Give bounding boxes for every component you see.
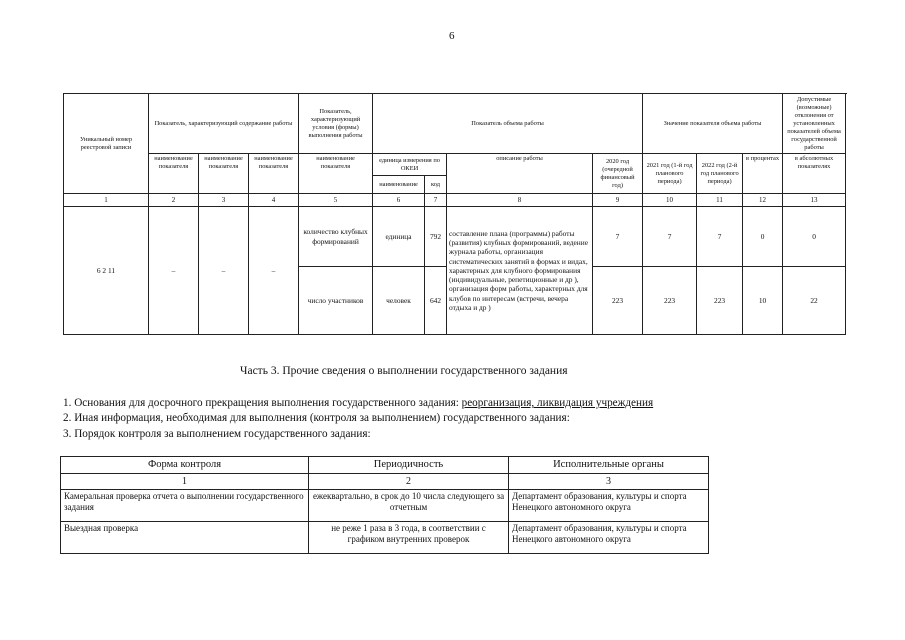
header-unit-okei: единица измерения по ОКЕИ bbox=[373, 154, 447, 176]
control-executive-body: Департамент образования, культуры и спорта Ненецкого автономного округа bbox=[509, 521, 709, 553]
part3-item3: 3. Порядок контроля за выполнением государственного задания: bbox=[63, 428, 371, 440]
column-number: 7 bbox=[425, 194, 447, 207]
unit-name: единица bbox=[373, 207, 425, 267]
header-in-percent: в процентах bbox=[743, 154, 783, 194]
work-description: составление плана (программы) работы (развития) клубных формирований, ведение журнала работы, организация систематических занятий в формах и видах, характерных для клубного формирования (индивидуальные, репетиционные и др ), организация форм работы, характерных для клубов по интересам (встречи, вечера отдыха и др ) bbox=[447, 207, 593, 335]
table-row bbox=[61, 489, 709, 521]
table-row bbox=[64, 207, 846, 267]
control-periodicity: не реже 1 раза в 3 года, в соответствии с графиком внутренних проверок bbox=[309, 521, 509, 553]
dash-cell: – bbox=[149, 207, 199, 335]
indicator-name: число участников bbox=[299, 267, 373, 335]
header-volume-indicator: Показатель объема работы bbox=[373, 94, 643, 154]
header-year-2022: 2022 год (2-й год планового периода) bbox=[697, 154, 743, 194]
header-unit-code: код bbox=[425, 176, 447, 194]
header-work-description: описание работы bbox=[447, 154, 593, 194]
registry-number-value: 6 2 11 bbox=[64, 207, 149, 335]
column-number: 2 bbox=[309, 473, 509, 489]
control-form: Выездная проверка bbox=[61, 521, 309, 553]
column-number: 10 bbox=[643, 194, 697, 207]
column-number: 2 bbox=[149, 194, 199, 207]
work-volume-table bbox=[63, 93, 846, 335]
column-number: 3 bbox=[199, 194, 249, 207]
deviation-absolute: 0 bbox=[783, 207, 846, 267]
deviation-percent: 10 bbox=[743, 267, 783, 335]
value-2022: 223 bbox=[697, 267, 743, 335]
dash-cell: – bbox=[199, 207, 249, 335]
deviation-absolute: 22 bbox=[783, 267, 846, 335]
control-periodicity: ежеквартально, в срок до 10 числа следующего за отчетным bbox=[309, 489, 509, 521]
column-number: 8 bbox=[447, 194, 593, 207]
header-deviations: Допустимые (возможные) отклонения от установленных показателей объема государственной работы bbox=[783, 94, 846, 154]
column-number: 13 bbox=[783, 194, 846, 207]
column-number-row bbox=[64, 194, 846, 207]
header-in-absolute: в абсолютных показателях bbox=[783, 154, 846, 194]
value-2022: 7 bbox=[697, 207, 743, 267]
value-2020: 7 bbox=[593, 207, 643, 267]
column-number: 5 bbox=[299, 194, 373, 207]
header-unit-name: наименование bbox=[373, 176, 425, 194]
part3-title: Часть 3. Прочие сведения о выполнении государственного задания bbox=[240, 365, 568, 377]
header-periodicity: Периодичность bbox=[309, 457, 509, 474]
value-2021: 223 bbox=[643, 267, 697, 335]
control-table bbox=[60, 456, 709, 554]
deviation-percent: 0 bbox=[743, 207, 783, 267]
column-number: 11 bbox=[697, 194, 743, 207]
header-year-2020: 2020 год (очередной финансовый год) bbox=[593, 154, 643, 194]
unit-code: 642 bbox=[425, 267, 447, 335]
column-number-row bbox=[61, 473, 709, 489]
header-name-indicator: наименование показателя bbox=[249, 154, 299, 194]
part3-item1-value: реорганизация, ликвидация учреждения bbox=[461, 397, 654, 409]
unit-code: 792 bbox=[425, 207, 447, 267]
header-control-form: Форма контроля bbox=[61, 457, 309, 474]
part3-item1-text: 1. Основания для досрочного прекращения выполнения государственного задания: bbox=[63, 397, 462, 409]
header-volume-value: Значение показателя объема работы bbox=[643, 94, 783, 154]
column-number: 12 bbox=[743, 194, 783, 207]
control-form: Камеральная проверка отчета о выполнении государственного задания bbox=[61, 489, 309, 521]
dash-cell: – bbox=[249, 207, 299, 335]
column-number: 4 bbox=[249, 194, 299, 207]
header-conditions-indicator: Показатель, характеризующий условия (формы) выполнения работы bbox=[299, 94, 373, 154]
column-number: 9 bbox=[593, 194, 643, 207]
column-number: 3 bbox=[509, 473, 709, 489]
value-2020: 223 bbox=[593, 267, 643, 335]
page-number: 6 bbox=[449, 30, 455, 42]
control-executive-body: Департамент образования, культуры и спорта Ненецкого автономного округа bbox=[509, 489, 709, 521]
column-number: 1 bbox=[64, 194, 149, 207]
header-name-indicator: наименование показателя bbox=[149, 154, 199, 194]
header-registry-number: Уникальный номер реестровой записи bbox=[64, 94, 149, 194]
header-content-indicator: Показатель, характеризующий содержание работы bbox=[149, 94, 299, 154]
header-name-indicator: наименование показателя bbox=[199, 154, 249, 194]
indicator-name: количество клубных формирований bbox=[299, 207, 373, 267]
unit-name: человек bbox=[373, 267, 425, 335]
header-executive-bodies: Исполнительные органы bbox=[509, 457, 709, 474]
value-2021: 7 bbox=[643, 207, 697, 267]
header-name-indicator: наименование показателя bbox=[299, 154, 373, 194]
header-year-2021: 2021 год (1-й год планового периода) bbox=[643, 154, 697, 194]
column-number: 6 bbox=[373, 194, 425, 207]
table-row bbox=[61, 521, 709, 553]
column-number: 1 bbox=[61, 473, 309, 489]
part3-item1 bbox=[63, 397, 653, 409]
part3-item2: 2. Иная информация, необходимая для выполнения (контроля за выполнением) государственного задания: bbox=[63, 412, 570, 424]
